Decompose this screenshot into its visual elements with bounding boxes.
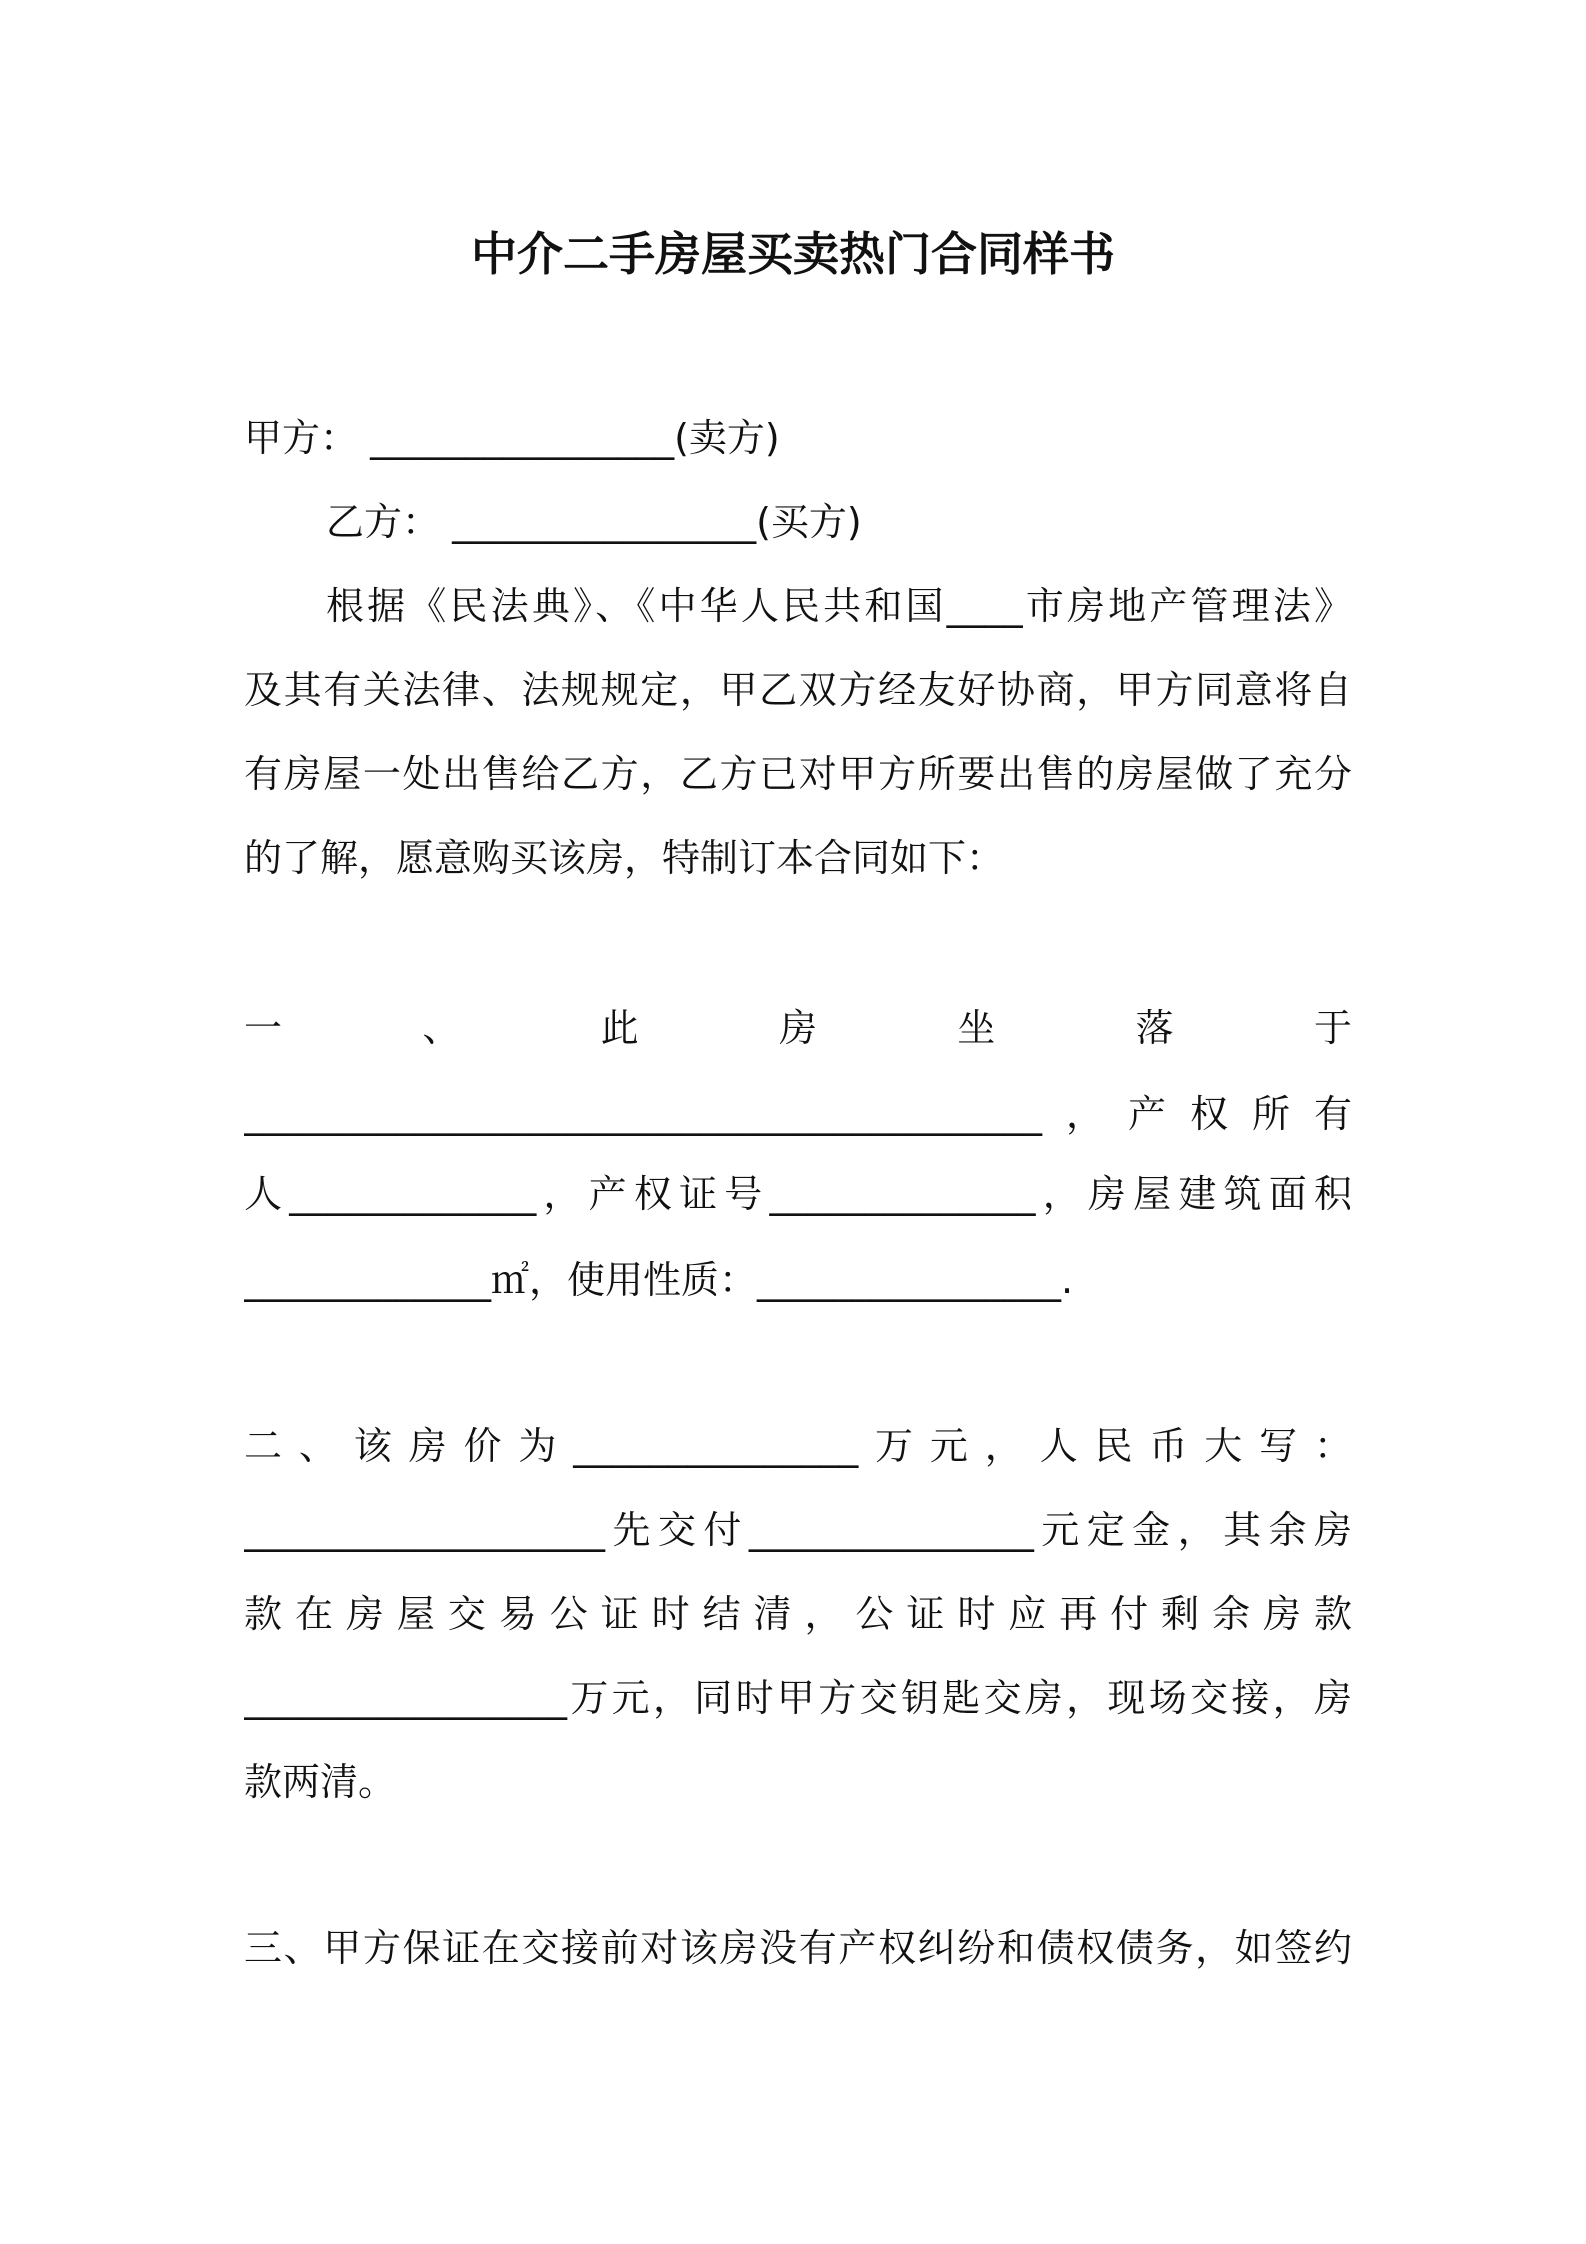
clause-1-heading-char: 、 [422, 1006, 461, 1050]
preamble-line-4: 的了解，愿意购买该房，特制订本合同如下： [244, 836, 1005, 880]
clause-1-line-1: __________________________________________，产权所有 [244, 1092, 1352, 1136]
clause-1-heading [244, 1004, 1352, 1052]
clause-1-line-3: _____________㎡，使用性质：________________. [244, 1258, 1074, 1302]
clause-2-line-1: 二、该房价为_______________万元，人民币大写： [244, 1424, 1352, 1468]
preamble-line-3: 有房屋一处出售给乙方，乙方已对甲方所要出售的房屋做了充分 [244, 752, 1352, 796]
clause-1-heading-char: 坐 [957, 1006, 996, 1050]
clause-2-line-4: _________________万元，同时甲方交钥匙交房，现场交接，房 [244, 1676, 1352, 1720]
clause-1-heading-char: 落 [1135, 1006, 1174, 1050]
clause-2-line-2: ___________________先交付_______________元定金，其余房 [244, 1508, 1352, 1552]
clause-1-line-2: 人_____________，产权证号______________，房屋建筑面积 [244, 1172, 1352, 1216]
document-title: 中介二手房屋买卖热门合同样书 [471, 227, 1115, 281]
clause-2-line-3: 款在房屋交易公证时结清，公证时应再付剩余房款 [244, 1592, 1352, 1636]
clause-3-line-1: 三、甲方保证在交接前对该房没有产权纠纷和债权债务，如签约 [244, 1926, 1352, 1970]
party-b-line: 乙方： ________________(买方) [326, 500, 862, 544]
clause-1-heading-char: 一 [244, 1006, 283, 1050]
clause-2-line-5: 款两清。 [244, 1760, 397, 1804]
preamble-line-1: 根据《民法典》、《中华人民共和国____市房地产管理法》 [326, 584, 1352, 628]
preamble-line-2: 及其有关法律、法规规定，甲乙双方经友好协商，甲方同意将自 [244, 668, 1352, 712]
clause-1-heading-char: 房 [778, 1006, 817, 1050]
party-a-line: 甲方： ________________(卖方) [244, 416, 780, 460]
clause-1-heading-char: 于 [1313, 1006, 1352, 1050]
clause-1-heading-char: 此 [600, 1006, 639, 1050]
